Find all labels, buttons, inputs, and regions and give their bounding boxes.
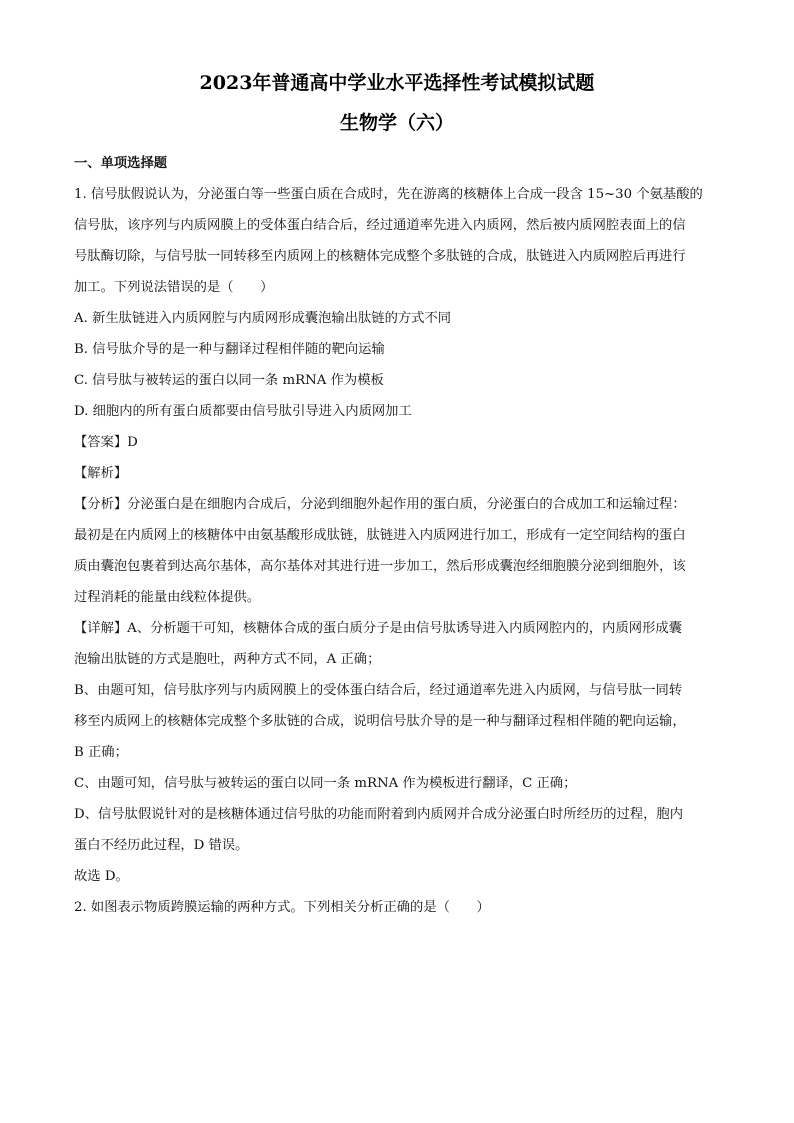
analysis-line: 最初是在内质网上的核糖体中由氨基酸形成肽链，肽链进入内质网进行加工，形成有一定空间结构的蛋白 [74, 528, 686, 543]
question-1-stem-line: 信号肽，该序列与内质网膜上的受体蛋白结合后，经过通道率先进入内质网，然后被内质网腔表面上的信 [74, 218, 686, 233]
detail-line: D、信号肽假说针对的是核糖体通过信号肽的功能而附着到内质网并合成分泌蛋白时所经历的过程，胞内 [74, 807, 684, 822]
detail-line: B 正确； [74, 745, 128, 760]
detail-line: 移至内质网上的核糖体完成整个多肽链的合成，说明信号肽介导的是一种与翻译过程相伴随的靶向运输， [74, 714, 686, 729]
detail-line: B、由题可知，信号肽序列与内质网膜上的受体蛋白结合后，经过通道率先进入内质网，与信号肽一同转 [74, 683, 683, 698]
question-1-stem-line: 号肽酶切除，与信号肽一同转移至内质网上的核糖体完成整个多肽链的合成，肽链进入内质网腔后再进行 [74, 249, 686, 264]
detail-line: 故选 D。 [74, 869, 129, 884]
analysis-line: 过程消耗的能量由线粒体提供。 [74, 590, 261, 605]
question-1-option-c: C. 信号肽与被转运的蛋白以同一条 mRNA 作为模板 [74, 373, 384, 388]
answer-line: 【答案】D [74, 435, 138, 450]
analysis-label: 【解析】 [74, 466, 128, 481]
document-body [74, 148, 724, 923]
question-1-stem-line: 1. 信号肽假说认为，分泌蛋白等一些蛋白质在合成时，先在游离的核糖体上合成一段含 15~30 个氨基酸的 [74, 187, 703, 202]
detail-line: C、由题可知，信号肽与被转运的蛋白以同一条 mRNA 作为模板进行翻译，C 正确； [74, 776, 577, 791]
question-1-option-b: B. 信号肽介导的是一种与翻译过程相伴随的靶向运输 [74, 342, 385, 357]
analysis-line: 质由囊泡包裹着到达高尔基体，高尔基体对其进行进一步加工，然后形成囊泡经细胞膜分泌到细胞外，该 [74, 559, 686, 574]
question-1-option-a: A. 新生肽链进入内质网腔与内质网形成囊泡输出肽链的方式不同 [74, 311, 452, 326]
question-1-stem-line: 加工。下列说法错误的是（ ） [74, 280, 274, 295]
question-1-option-d: D. 细胞内的所有蛋白质都要由信号肽引导进入内质网加工 [74, 404, 412, 419]
page-subtitle: 生物学（六） [339, 112, 454, 134]
question-2-stem: 2. 如图表示物质跨膜运输的两种方式。下列相关分析正确的是（ ） [74, 900, 490, 915]
detail-line: 泡输出肽链的方式是胞吐，两种方式不同，A 正确； [74, 652, 381, 667]
detail-line: 【详解】A、分析题干可知，核糖体合成的蛋白质分子是由信号肽诱导进入内质网腔内的，内质网形成囊 [74, 621, 682, 636]
page-title: 2023年普通高中学业水平选择性考试模拟试题 [199, 72, 595, 94]
section-heading: 一、单项选择题 [74, 156, 168, 171]
analysis-line: 【分析】分泌蛋白是在细胞内合成后，分泌到细胞外起作用的蛋白质，分泌蛋白的合成加工和运输过程： [74, 497, 686, 512]
detail-line: 蛋白不经历此过程，D 错误。 [74, 838, 249, 853]
